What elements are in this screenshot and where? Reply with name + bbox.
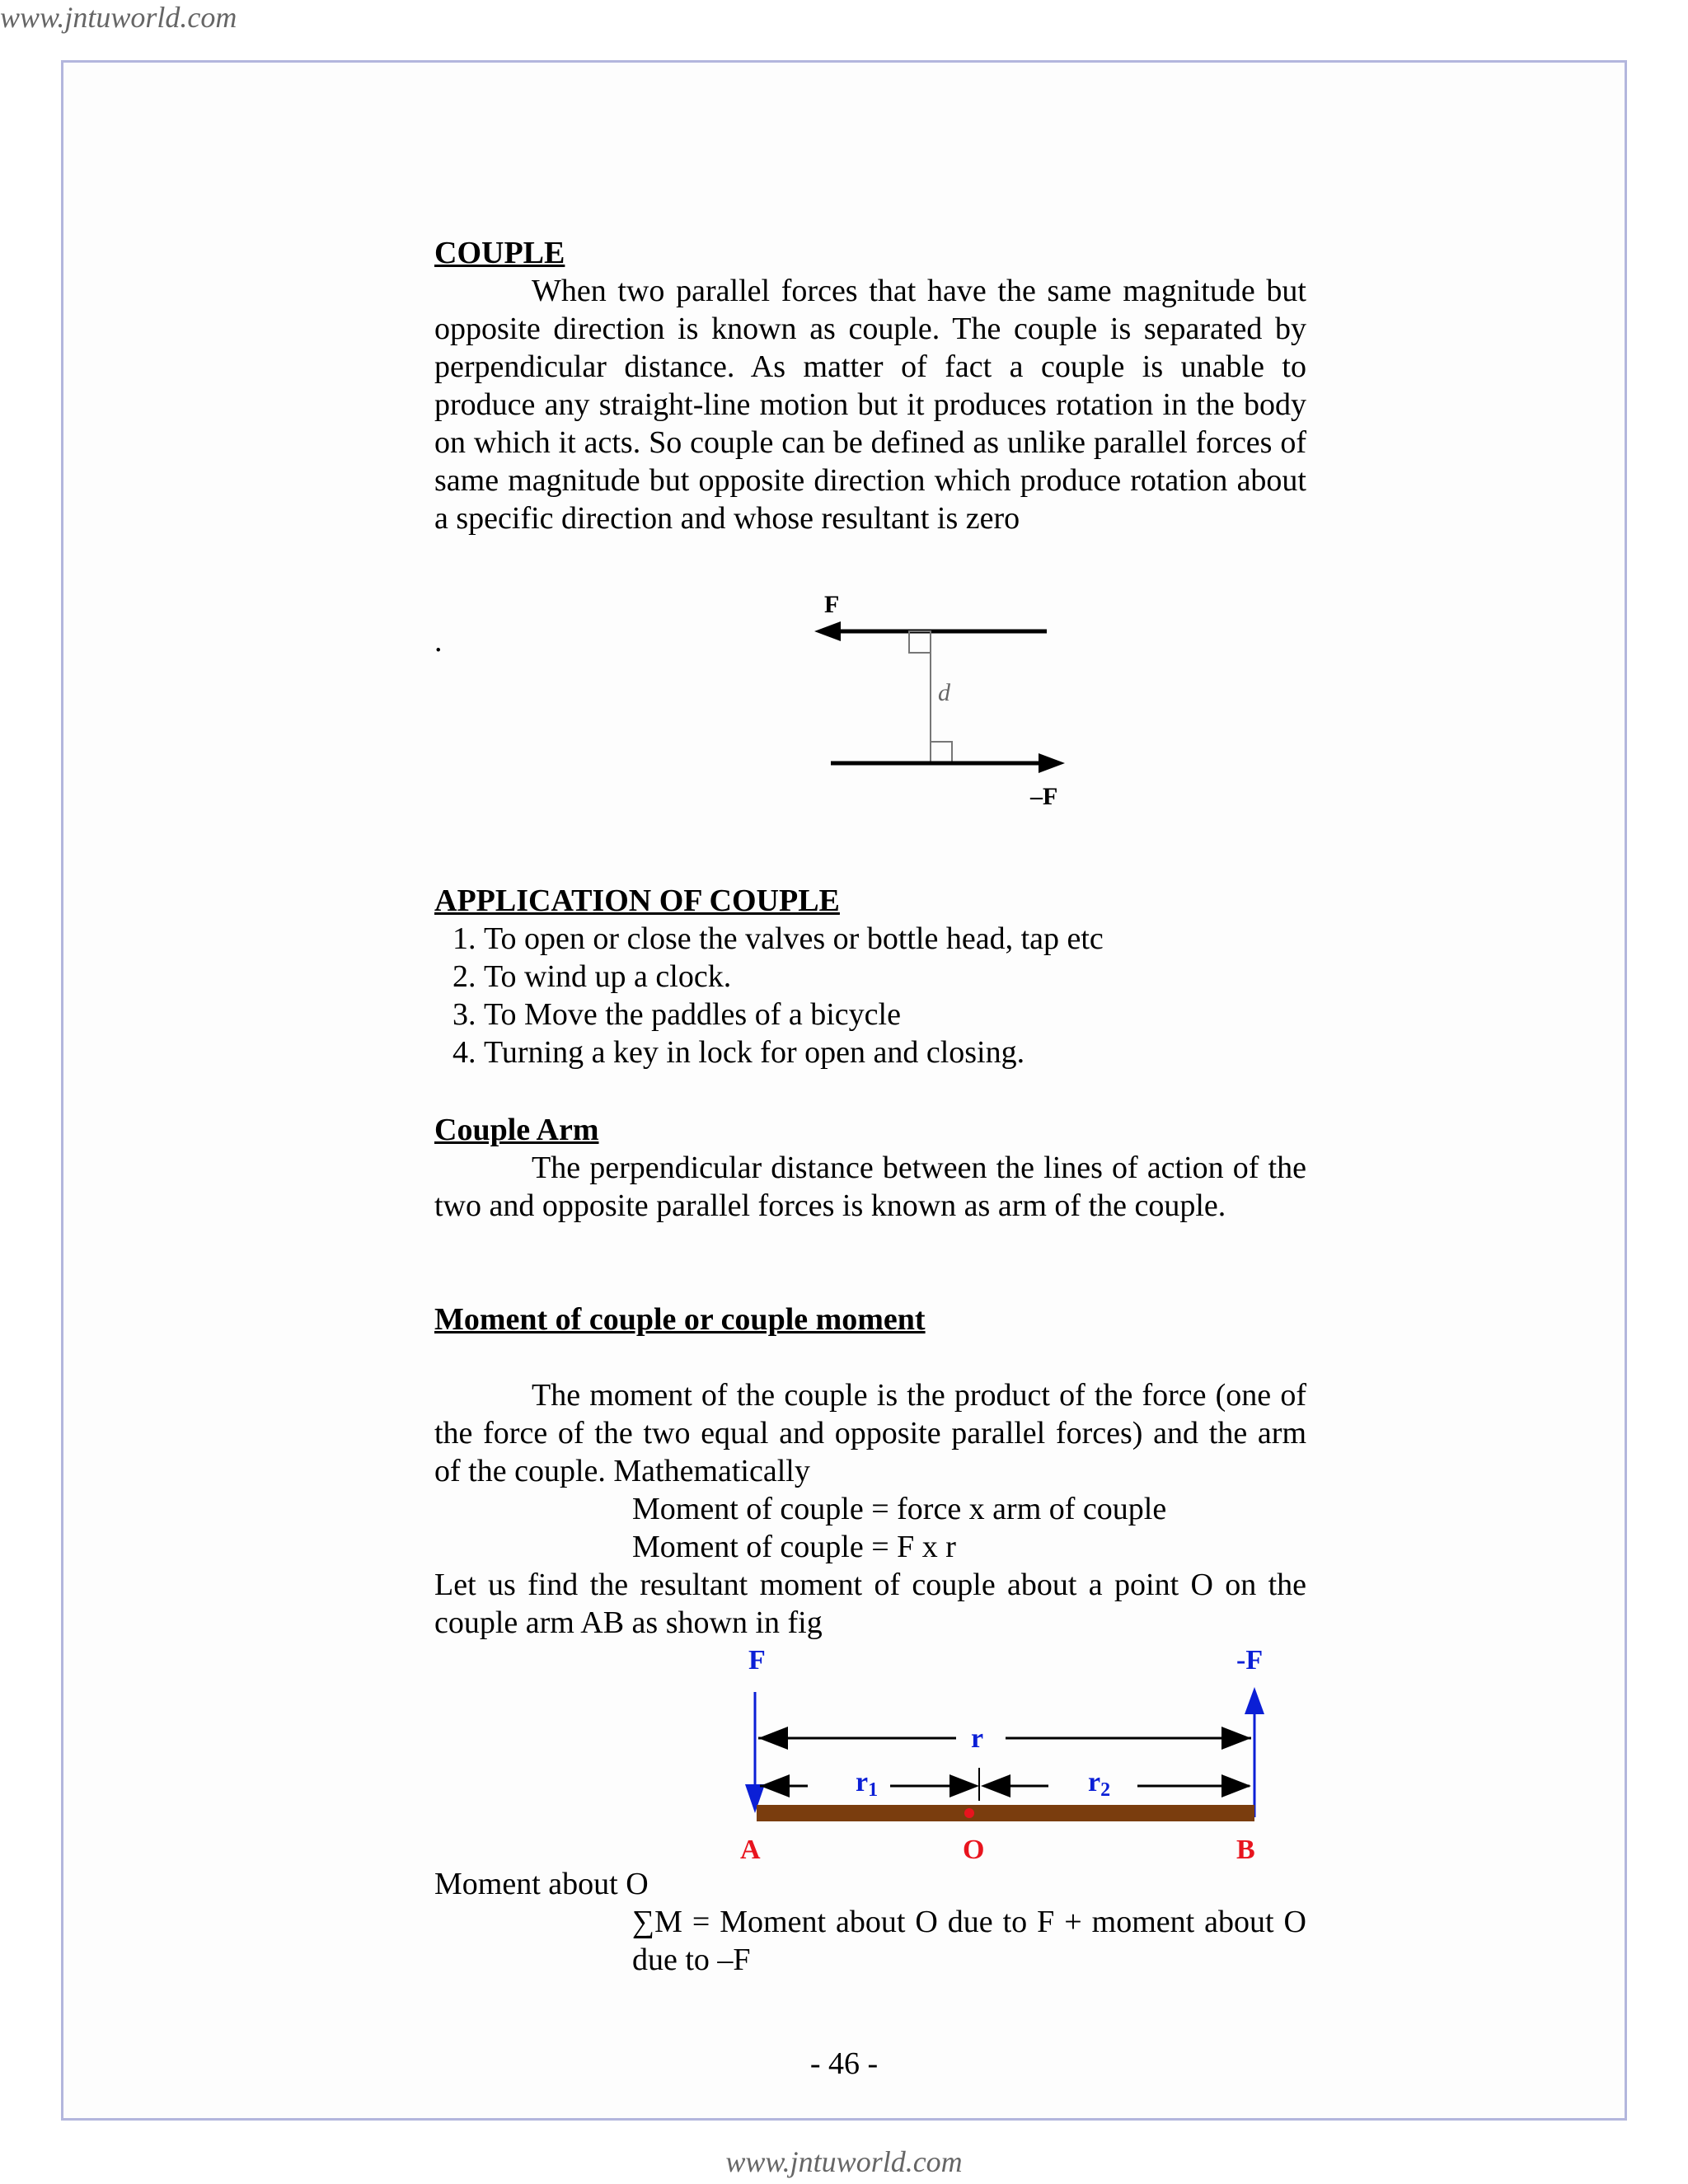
point-O-marker: [964, 1808, 974, 1818]
arm-paragraph: The perpendicular distance between the lines of action of the two and opposite parallel forces is known as arm of the couple.: [434, 1151, 1306, 1223]
r2-letter: r: [1088, 1767, 1101, 1797]
fig2-r1-label: [856, 1767, 878, 1801]
moment-about-section: [434, 1865, 1306, 1979]
couple-paragraph: When two parallel forces that have the same magnitude but opposite direction is known as couple. The couple is separated by perpendicular distance. As matter of fact a couple is unable to produce any straight-line motion but it produces rotation in the body on which it acts. So couple can be defined as unlike parallel forces of same magnitude but opposite direction which produce rotation about a specific direction and whose resultant is zero: [434, 274, 1306, 536]
moment-paragraph-2: Let us find the resultant moment of couple about a point O on the couple arm AB as shown in fig: [434, 1568, 1306, 1640]
couple-section: [434, 234, 1306, 537]
application-heading: APPLICATION OF COUPLE: [434, 883, 840, 918]
r1-subscript: 1: [868, 1779, 879, 1801]
page-number: - 46 -: [809, 2046, 879, 2081]
fig1-distance-label: d: [938, 679, 950, 706]
force-negF-arrowhead: [1245, 1687, 1264, 1714]
r-arrowhead-right: [1221, 1727, 1251, 1750]
fig2-point-B-label: B: [1236, 1835, 1255, 1865]
list-item: 4. Turning a key in lock for open and closing.: [484, 1033, 1306, 1071]
list-item: 1. To open or close the valves or bottle head, tap etc: [484, 920, 1306, 958]
r2-arrowhead-right: [1221, 1774, 1251, 1797]
moment-equation-2: Moment of couple = F x r: [632, 1530, 956, 1564]
watermark-bottom: www.jntuworld.com: [725, 2145, 963, 2178]
r1-letter: r: [856, 1767, 869, 1797]
application-list: [434, 920, 1306, 1071]
moment-paragraph: The moment of the couple is the product of the force (one of the force of the two equal and opposite parallel forces) and the arm of the couple. Mathematically: [434, 1378, 1306, 1488]
moment-about-label: Moment about O: [434, 1867, 649, 1901]
lower-arrowhead: [1039, 753, 1065, 773]
fig1-force-top-label: F: [824, 591, 840, 618]
list-item: 2. To wind up a clock.: [484, 958, 1306, 996]
watermark-top: www.jntuworld.com: [0, 1, 237, 34]
couple-heading: COUPLE: [434, 236, 565, 270]
couple-arm-beam: [757, 1805, 1254, 1821]
fig2-r2-label: [1088, 1767, 1110, 1801]
moment-section: [434, 1301, 1306, 1642]
fig2-point-O-label: O: [963, 1835, 985, 1865]
upper-arrowhead: [814, 621, 841, 641]
r1-arrowhead-left: [760, 1774, 790, 1797]
moment-heading: Moment of couple or couple moment: [434, 1302, 926, 1337]
fig2-force-F-label: F: [748, 1645, 766, 1675]
fig1-force-bottom-label: –F: [1030, 783, 1058, 810]
lower-right-angle-mark: [931, 742, 952, 763]
application-section: [434, 882, 1306, 1071]
r2-subscript: 2: [1100, 1779, 1111, 1801]
arm-section: [434, 1111, 1306, 1225]
upper-right-angle-mark: [909, 631, 931, 653]
moment-about-equation: ∑M = Moment about O due to F + moment about O due to –F: [632, 1905, 1306, 1977]
stray-dot: .: [434, 624, 443, 658]
moment-equation-1: Moment of couple = force x arm of couple: [632, 1492, 1167, 1526]
fig2-r-label: r: [971, 1723, 984, 1754]
couple-figure: [808, 585, 1080, 816]
r1-arrowhead-right: [950, 1774, 979, 1797]
list-item: 3. To Move the paddles of a bicycle: [484, 996, 1306, 1033]
couple-arm-figure: [725, 1644, 1302, 1871]
r-arrowhead-left: [758, 1727, 788, 1750]
arm-heading: Couple Arm: [434, 1113, 599, 1147]
fig2-force-negF-label: -F: [1236, 1645, 1264, 1675]
fig2-point-A-label: A: [740, 1835, 761, 1865]
